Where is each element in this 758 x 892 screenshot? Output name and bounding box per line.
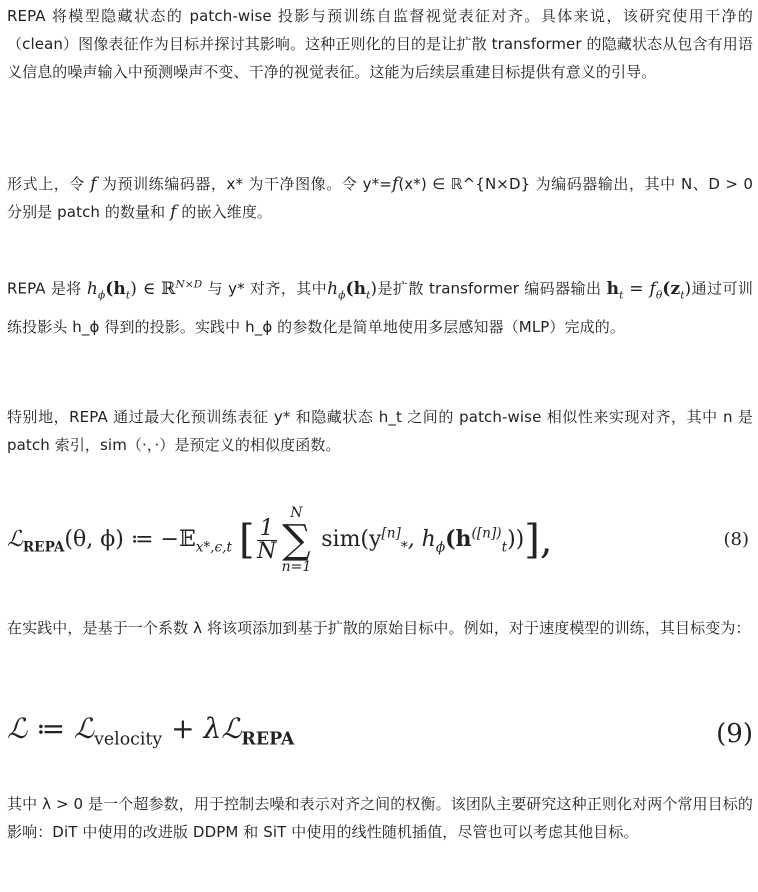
- math-h-bold: h: [606, 278, 620, 299]
- equation-9: [7, 708, 753, 760]
- eq8-close-parens: )): [507, 527, 525, 552]
- math-h-t-equals-f-theta: [606, 278, 692, 302]
- eq8-h-arg: (h: [445, 526, 472, 552]
- para3-text-1: REPA 是将: [7, 279, 87, 298]
- equation-8-body: [7, 505, 553, 575]
- eq8-sim-sup: [n]: [381, 525, 401, 542]
- eq9-mid: + λℒ: [162, 711, 242, 745]
- eq9-sub-repa: REPA: [241, 729, 295, 750]
- eq8-sum-top: N: [290, 505, 303, 521]
- eq9-sub-velocity: velocity: [94, 729, 163, 750]
- math-f: f: [649, 278, 656, 299]
- math-h-phi-h-t: [86, 278, 203, 302]
- equation-8-number: (8): [723, 529, 749, 550]
- math-sub-theta: θ: [655, 289, 663, 302]
- math-arg-h: (h: [105, 278, 126, 299]
- eq8-frac-num: 1: [257, 518, 277, 541]
- paragraph-hyperparameter: 其中 λ > 0 是一个超参数，用于控制去噪和表示对齐之间的权衡。该团队主要研究这种正则化对两个常用目标的影响：DiT 中使用的改进版 DDPM 和 SiT 中使用的线性随机插值，尽管也可以考虑其他目标。: [7, 795, 753, 841]
- paragraph-formal-definition: [7, 170, 753, 226]
- eq8-loss-symbol: ℒ: [7, 527, 23, 552]
- eq8-sum-sign: ∑: [282, 517, 311, 563]
- para2-text-2: 为预训练编码器，x* 为干净图像。令 y*=: [96, 175, 392, 193]
- eq9-lhs: ℒ ≔ ℒ: [7, 711, 95, 745]
- equation-9-body: [7, 711, 295, 754]
- math-close-paren: ): [684, 278, 692, 299]
- math-f: f: [90, 174, 97, 194]
- para3-text-2: 与 y* 对齐，其中: [202, 279, 328, 298]
- math-in-real: ) ∈ ℝ: [130, 278, 176, 299]
- paragraph-patch-similarity: 特别地，REPA 通过最大化预训练表征 y* 和隐藏状态 h_t 之间的 patch-wise 相似性来实现对齐，其中 n 是 patch 索引，sim（·，·）是预定义的相似度函数。: [7, 408, 753, 454]
- math-sub-t: t: [125, 289, 131, 302]
- math-equals: =: [623, 278, 650, 299]
- para2-text-4: 的嵌入维度。: [176, 203, 273, 221]
- eq8-summation: [282, 505, 312, 575]
- math-f-embed: f: [170, 202, 177, 222]
- eq8-lhs-args: (θ, ϕ) ≔ −𝔼: [64, 527, 196, 552]
- math-arg-z: (z: [662, 278, 681, 299]
- eq8-h-arg-sup: ([n]): [471, 525, 502, 542]
- eq8-h-sub: ϕ: [435, 539, 446, 556]
- para2-text-1: 形式上，令: [7, 175, 91, 193]
- math-h: h: [86, 278, 98, 299]
- eq8-open-bracket: [: [238, 517, 255, 563]
- eq8-mid: , h: [407, 527, 436, 552]
- para3-text-4: 通过可训练投影头 h_ϕ 得到的投影。实践中 h_ϕ 的参数化是简单地使用多层感知器（MLP）完成的。: [7, 279, 754, 337]
- math-sub-phi: ϕ: [338, 289, 346, 302]
- math-sub-t: t: [366, 289, 371, 302]
- para2-text-3: (x*) ∈ ℝ^{N×D} 为编码器输出，其中 N、D > 0 分别是 patch 的数量和: [7, 175, 754, 221]
- eq8-sim: sim(y: [314, 527, 382, 552]
- para3-text-3: 是扩散 transformer 编码器输出: [377, 279, 607, 298]
- eq8-fraction: [256, 515, 277, 564]
- eq8-sim-sub: *: [400, 539, 408, 556]
- eq8-loss-sub: REPA: [22, 539, 65, 556]
- math-sub-t: t: [619, 289, 624, 302]
- math-arg-h: (h: [345, 278, 367, 299]
- eq8-expectation-sub: x*,ϵ,t: [195, 539, 232, 556]
- eq8-h-arg-sub: t: [501, 539, 508, 556]
- eq8-sum-bottom: n=1: [281, 559, 312, 575]
- math-sub-phi: ϕ: [97, 289, 106, 302]
- equation-9-number: (9): [716, 719, 753, 749]
- equation-8: [7, 496, 753, 584]
- math-close-paren: ): [370, 278, 378, 299]
- math-h: h: [327, 278, 339, 299]
- eq8-frac-den: N: [256, 538, 277, 564]
- paragraph-velocity-objective: 在实践中，是基于一个系数 λ 将该项添加到基于扩散的原始目标中。例如，对于速度模型的训练，其目标变为：: [7, 619, 751, 637]
- eq8-close-bracket: ],: [524, 517, 553, 563]
- math-sub-t: t: [680, 289, 685, 302]
- paragraph-repa-intro: REPA 将模型隐藏状态的 patch-wise 投影与预训练自监督视觉表征对齐。具体来说，该研究使用干净的（clean）图像表征作为目标并探讨其影响。这种正则化的目的是让扩散 transformer 的隐藏状态从包含有用语义信息的噪声输入中预测噪声不变、干净的视觉表征。这能为后续层重建目标提供有意义的引导。: [7, 7, 753, 81]
- math-h-phi-h-t-2: [327, 278, 378, 302]
- math-f-of-x: f: [391, 174, 399, 194]
- math-sup-nd: N×D: [175, 278, 203, 290]
- paragraph-repa-alignment: [7, 268, 753, 343]
